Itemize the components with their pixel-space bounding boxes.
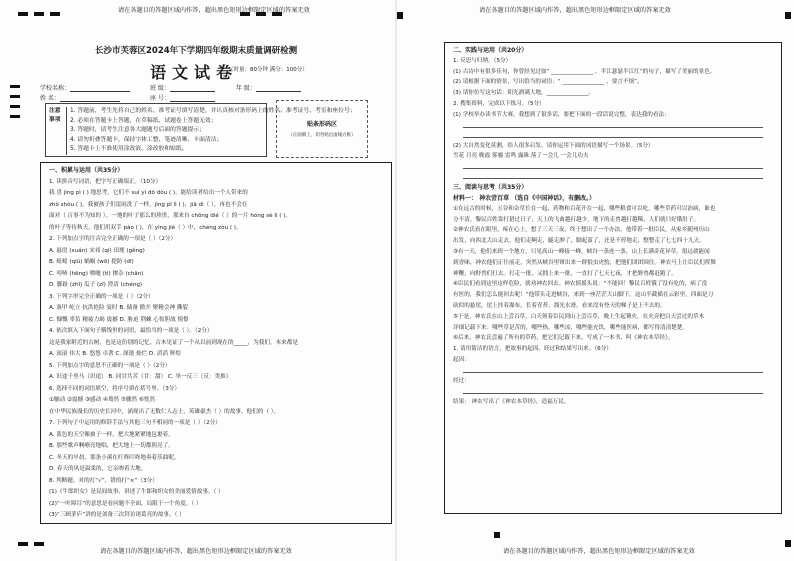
question-line: ⑥后来，神农氏尝遍了所有的草药，把它们记载下来，写成了一本书，叫《神农本草经》。 <box>453 335 674 342</box>
question-line: 面对（ 百事不为知的 ）。一地的叶子那么的珍贵，那来自 chōng dié（ ）的一片 hóng sè lì ( )。 <box>49 213 291 219</box>
question-line: (2)“一叶障目”的意思是看问题不全面，局限于一个角度。（ ） <box>49 500 202 507</box>
registration-mark <box>10 85 20 88</box>
registration-mark <box>494 532 500 538</box>
question-line: 5. 下列加点字的意思不正确的一项是（ ）（2分） <box>49 362 171 369</box>
registration-mark <box>18 12 28 16</box>
grade-label: 年 级： <box>236 85 256 92</box>
note-item: 5. 答题卡上不准使用涂改液、涂改胶和贴纸。 <box>70 146 188 152</box>
barcode-sub: （正面朝上，切勿贴出虚线方框） <box>288 133 356 138</box>
question-line: (1) 古诗中有很多佳句，你曾经见过如“ _______________ ，半江瑟瑟半江红”的句子，描写了美丽的景色。 <box>453 68 716 75</box>
question-line: 1. 反思与归纳。（5分） <box>453 57 512 64</box>
question-line: (3)“三顾茅庐”讲的是刘备三次拜访诸葛亮的故事。（ ） <box>49 512 185 518</box>
section-heading: 二、实践与运用（共20分） <box>453 47 528 54</box>
question-line: ①触动 ②震撼 ③感动 ④蓦然 ⑤骤然 ⑥恍然 <box>49 397 156 403</box>
question-line: ④臣民们看到这里这样危险，就劝神农回去。神农摇摇头说：“不能回！黎民百姓饿了没有吃的，病了没 <box>453 281 708 288</box>
question-line: 结果： 神农写出了《神农本草经》，造福万民。 <box>453 398 570 405</box>
class-label: 班 级： <box>150 85 170 92</box>
question-line: zhǒ shòu ( )。我被孩子们雷雨洗了一样，jìng pǐ lì ( )，jiǎ dì（ ），再也不会在 <box>49 201 248 208</box>
question-line: (1) 学校举办读书节大赛，我想到了很多话，要把下面的一段话说完整，表达我的看法： <box>453 111 670 118</box>
name-label: 姓 名： <box>40 95 60 102</box>
question-line: 在中华民族漫长的历史长河中，涌现出了无数仁人志士，英雄豪杰（ ）的故事，他们的（ ）。 <box>49 408 280 415</box>
question-line: 经过： <box>453 377 470 384</box>
question-line: ⑤于是，神农氏在山上尝百草，白天领着臣民到山上尝百草，晚上生起篝火，在火旁把白天尝过的草木 <box>453 313 705 320</box>
question-line: 出发，向西北大山走去。他们走啊走，腿走肿了，脚起茧了，还是不停地走，整整走了七七四十九天。 <box>453 238 705 245</box>
question-line: ③有一天，他们来到一个地方，只见高山一峰接一峰，峡谷一条连一条，山上长满奇花异草，很远就能闻 <box>453 249 710 255</box>
question-line: 分不清。黎民百姓靠打猎过日子，天上的飞禽越打越少，地下的走兽越打越稀，人们就只好饿肚子。 <box>453 216 700 223</box>
answer-region-section-two-three <box>444 42 782 514</box>
top-warning-note: 请在各题目的答题区域内作答，超出黑色矩形边框限定区域的答案无效 <box>118 7 310 14</box>
registration-mark <box>785 540 791 547</box>
registration-mark <box>785 12 791 19</box>
question-line: ②神农氏看在眼里，疼在心上，想了三天三夜，终于想出了一个办法。他带着一批臣民，从家乡随州历山 <box>453 227 710 234</box>
answer-line[interactable] <box>463 371 763 373</box>
answer-line[interactable] <box>463 167 763 169</box>
registration-mark <box>34 542 44 546</box>
question-line: 的叶子等待秋天，他们用双手 páo ( )，在 yìng jié（ ）中，chéng zòu ( )。 <box>49 224 242 231</box>
answer-line[interactable] <box>463 177 763 179</box>
left-answer-sheet <box>0 0 395 561</box>
question-line: 1. 请用简洁的语言，把故事的起因、经过和结果写出来。（6分） <box>453 346 612 353</box>
registration-mark <box>10 115 20 118</box>
note-item: 4. 请勿折叠答题卡，保持字体工整、笔迹清晰、卡面清洁； <box>70 136 223 143</box>
class-field[interactable] <box>150 83 215 92</box>
question-line: (1)《牛郎织女》是民间故事，讲述了牛郎和织女的美丽爱情故事。（ ） <box>49 489 224 495</box>
question-line: 4. 依次填入下面句子横线里的词语，最恰当的一项是（ ）。（2分） <box>49 328 213 334</box>
question-line: C. 哼哧 (hēng) 喷嚏 (tì) 掺杂 (chān) <box>49 270 144 277</box>
question-line: 详细记载下来：哪些草是苦的，哪些热，哪些凉，哪些能充饥，哪些能医病，都写得清清楚楚。 <box>453 324 688 331</box>
question-line: D. 春天的风是温柔的，它亲吻着大地。 <box>49 466 147 472</box>
answer-region-section-one <box>40 162 392 524</box>
exam-title: 长沙市芙蓉区2024年下学期四年级期末质量调研检测 <box>95 46 298 56</box>
question-line: C. 慷慨 辜负 精疲力竭 震撼 D. 胁迫 荆棘 心惊胆战 憧憬 <box>49 316 189 323</box>
question-line: 1. 读拼音写词语，把字写正确端正。（10分） <box>49 178 162 185</box>
question-line: 雪花 月亮 晚霞 雾霾 雷鸣 露珠 落了一会儿 一会儿功夫 <box>453 153 589 160</box>
registration-mark <box>50 12 60 16</box>
question-line: 8. 判断题。对的打“√”，错的打“×”（3分） <box>49 477 158 484</box>
exam-meta: （时量：80分钟 满分：100分） <box>228 67 308 73</box>
registration-mark <box>397 12 403 19</box>
question-line: 起因： <box>453 357 470 363</box>
note-item: 1. 答题前，考生先将自己的姓名、准考证号填写清楚，并认真核对条形码上的姓名、准考证号、考室和座位号； <box>70 108 356 114</box>
bottom-warning-note: 请在各题目的答题区域内作答，超出黑色矩形边框限定区域的答案无效 <box>100 548 292 555</box>
barcode-label: 贴条形码区 <box>306 121 337 128</box>
notes-label: 注意事项 <box>49 108 61 123</box>
question-line: 6. 选择不同的词语填空，将序号填在括号里。（3分） <box>49 385 180 392</box>
registration-mark <box>10 105 20 108</box>
question-line: 3. 下列字形完全正确的一项是（ ）（2分） <box>49 293 154 300</box>
question-line: 这是我家附近的古树，也是这份别的记忆。古木见证了一个从以前到现在的_____，为我们，本来都是 <box>49 339 298 346</box>
answer-line[interactable] <box>463 392 763 394</box>
seat-field[interactable] <box>150 93 215 102</box>
registration-mark <box>34 12 44 16</box>
school-label: 学校名称： <box>40 85 71 92</box>
right-answer-sheet <box>397 0 794 561</box>
question-line: 神鞭，向野兽们打去。打走一批，又拥上来一批，一直打了七天七夜，才把野兽都赶跑了。 <box>453 270 677 277</box>
section-heading: 三、阅读与思考（共35分） <box>453 184 528 192</box>
question-line: D. 脚趾 (zhǐ) 瓜子 (zǐ) 澄清 (chéng) <box>49 282 143 288</box>
section-heading: 材料一： 神农尝百草 （选自《中国神话》，有删改。） <box>453 195 596 202</box>
school-field[interactable] <box>40 83 130 92</box>
barcode-area <box>276 100 368 158</box>
subject-title: 语文试卷 <box>150 63 239 82</box>
question-line: 7. 下列句子中运用的修辞手法与其他三句不相同的一项是（ ）（2分） <box>49 420 221 426</box>
question-line: B. 蚯蚓 (qiū) 蜗蜗 (wō) 提防 (dī) <box>49 259 134 265</box>
question-line: 到香味。神农他们正往前走，突然从峡谷里窜出来一群狼虫虎豹，把他们团团围住。神农马上让臣民们挥舞 <box>453 259 716 266</box>
question-line: 2. 下列加点字的注音完全正确的一项是（ ）（2分） <box>49 236 177 242</box>
name-field[interactable] <box>40 93 120 102</box>
section-heading: 一、积累与运用（共35分） <box>49 167 124 174</box>
question-line: 有医的，我们怎么能回去呢！”他带头走进峡谷，来到一座茫茫大山脚下。这山半截插在云彩里，四面是刀 <box>453 292 714 299</box>
grade-field[interactable] <box>236 83 301 92</box>
registration-mark <box>18 542 28 546</box>
note-item: 3. 答题时，请考生注意各大题题号后面的答题提示； <box>70 127 205 133</box>
question-line: A. 识途千里马（识途） B. 同甘共苦（甘：甜） C. 举一反三（反：类推） <box>49 374 232 380</box>
question-line: (2) 大自然变化莫测，给人很多启发。请你运用下面的词语描写一个场景。（5分） <box>453 142 654 149</box>
question-line: (2) 请根据下面的情景，写出恰当的词语：“ _______________ ，要言不烦”。 <box>453 79 643 86</box>
question-line: B. 那些歌声啊嘹亮地唱，把大地上一切都照亮了。 <box>49 443 174 449</box>
question-line: 2. 搜集资料，完成以下练习。（5分） <box>453 101 545 107</box>
answer-line[interactable] <box>463 126 763 128</box>
question-line: C. 冬天的早晨，那条小溪在叮咚叮咚地奏着乐曲呢。 <box>49 454 180 461</box>
question-line: 我 喜 jìng pì ( ) 地思考，它们不 suí yì dǒ dòu ( )，能给读者给出一个人带来的 <box>49 190 248 196</box>
bottom-warning-note: 请在各题目的答题区域内作答，超出黑色矩形边框限定区域的答案无效 <box>503 548 695 555</box>
question-line: A. 蓝色的天空像被子一样，把大地紧紧地包裹着。 <box>49 431 174 438</box>
answer-line[interactable] <box>463 136 763 138</box>
question-line: 砍似的悬崖，崖上挂着瀑布，长着青苔，溜光水滑，看来没有登天的梯子是上不去的。 <box>453 303 666 309</box>
seat-label: 座 号： <box>150 95 170 102</box>
note-item: 2. 必须在答题卡上答题，在草稿纸、试题卷上答题无效； <box>70 117 217 124</box>
question-line: (3) 请你仿写这句话：阳光洒满大地，_______________。 <box>453 90 595 97</box>
question-line: A. 悬崖 (xuán) 宋祁 (qí) 田埂 (gěng) <box>49 247 145 254</box>
top-warning-note: 请在各题目的答题区域内作答，超出黑色矩形边框限定区域的答案无效 <box>479 7 671 14</box>
question-line: A. 盔甲 屹立 抗洪抢险 宴时 B. 储备 掀开 聚精会神 撕裂 <box>49 305 189 311</box>
question-line: A. 滚滚 伟大 B. 悠悠 卓著 C. 深邃 灿烂 D. 滔滔 辉煌 <box>49 351 181 357</box>
registration-mark <box>10 95 20 98</box>
question-line: ①在远古的时候，五谷和杂草长在一起，药物和百花开在一起，哪些粮食可以吃，哪些草药可以治病，谁也 <box>453 205 716 212</box>
